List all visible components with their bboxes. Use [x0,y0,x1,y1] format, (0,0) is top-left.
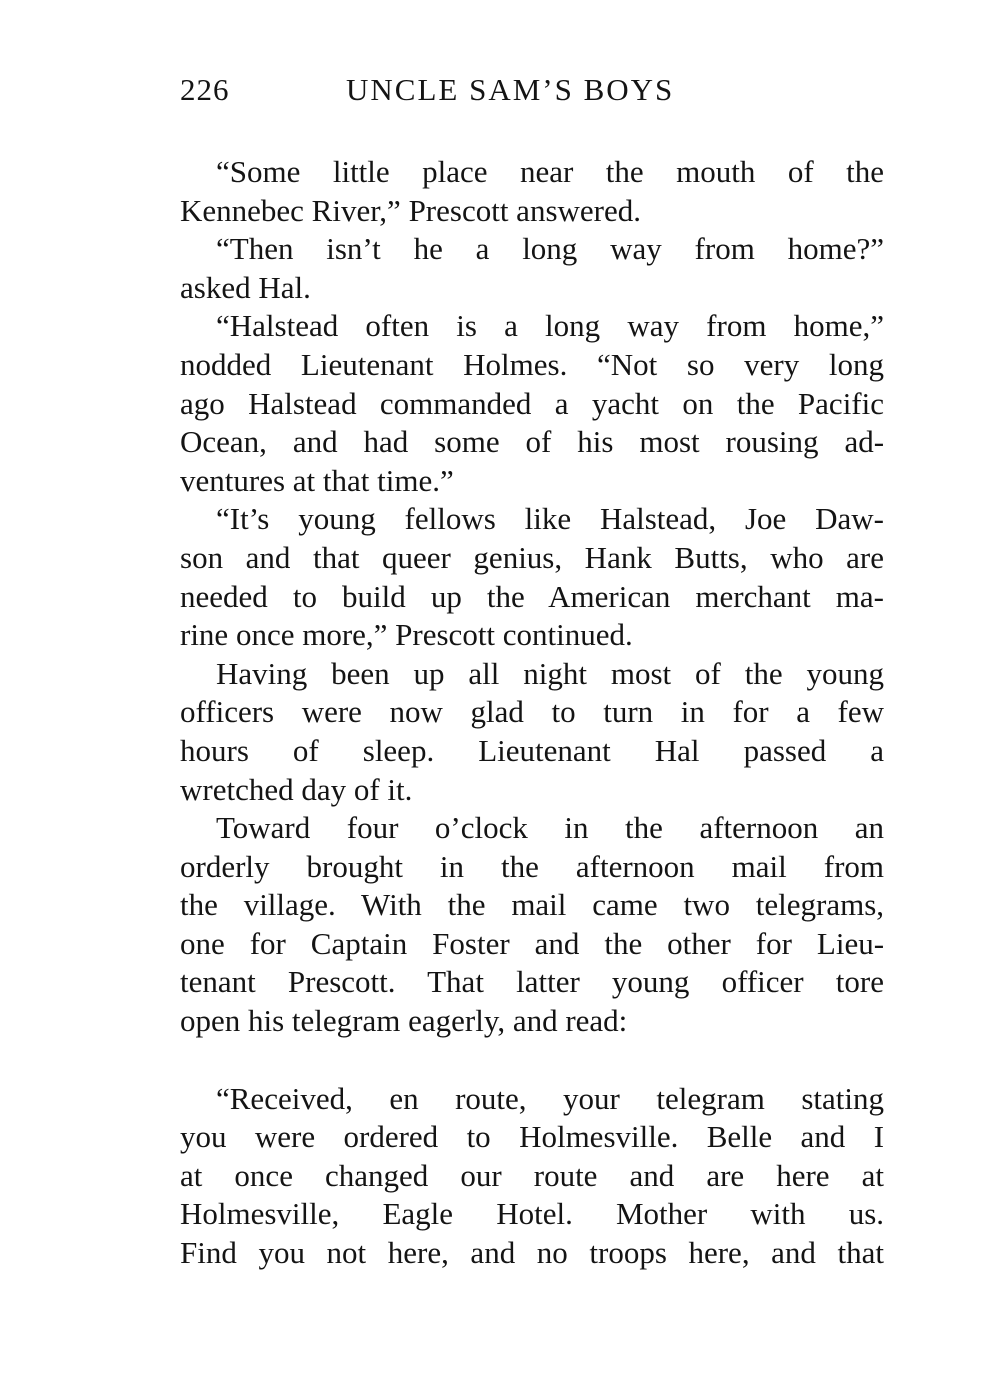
paragraph-1 [180,153,884,230]
text-line: one for Captain Foster and the other for Lieu- [180,925,885,961]
text-line: “Some little place near the mouth of the [216,154,884,189]
text-line: asked Hal. [180,269,311,305]
text-line: the village. With the mail came two telegrams, [180,887,885,923]
text-line: at once changed our route and are here at [180,1157,884,1193]
page-number: 226 [180,72,230,107]
text-line: Holmesville, Eagle Hotel. Mother with us. [180,1196,885,1232]
text-line: Ocean, and had some of his most rousing ad- [180,424,885,460]
text-line: tenant Prescott. That latter young officer tore [180,964,884,1000]
text-line: open his telegram eagerly, and read: [180,1003,628,1039]
paragraph-5 [180,655,884,809]
text-line: needed to build up the American merchant ma- [180,578,885,614]
text-line: Toward four o’clock in the afternoon an [216,810,884,846]
page-header [180,72,886,118]
body-text [180,153,884,1273]
text-line: hours of sleep. Lieutenant Hal passed a [180,732,884,768]
text-line: wretched day of it. [180,771,413,807]
text-line: ventures at that time.” [180,462,454,498]
text-line: you were ordered to Holmesville. Belle and I [180,1119,885,1155]
text-line: “Then isn’t he a long way from home?” [216,231,884,267]
running-head: UNCLE SAM’S BOYS [346,72,675,107]
text-line: ago Halstead commanded a yacht on the Pacific [180,385,884,421]
paragraph-4 [180,500,884,654]
text-line: orderly brought in the afternoon mail from [180,848,885,884]
text-line: “Received, en route, your telegram stating [216,1080,884,1116]
paragraph-3 [180,307,884,500]
text-line: “It’s young fellows like Halstead, Joe Daw- [216,501,884,537]
text-line: Kennebec River,” Prescott answered. [180,192,641,228]
text-line: “Halstead often is a long way from home,” [216,308,884,344]
text-line: Having been up all night most of the young [216,655,884,691]
text-line: rine once more,” Prescott continued. [180,617,633,653]
text-line: officers were now glad to turn in for a few [180,694,885,730]
paragraph-2 [180,230,884,307]
text-line: Find you not here, and no troops here, and that [180,1235,884,1271]
telegram-quote [180,1080,884,1273]
text-line: son and that queer genius, Hank Butts, who are [180,539,884,575]
paragraph-6 [180,809,884,1041]
text-line: nodded Lieutenant Holmes. “Not so very long [180,346,884,382]
